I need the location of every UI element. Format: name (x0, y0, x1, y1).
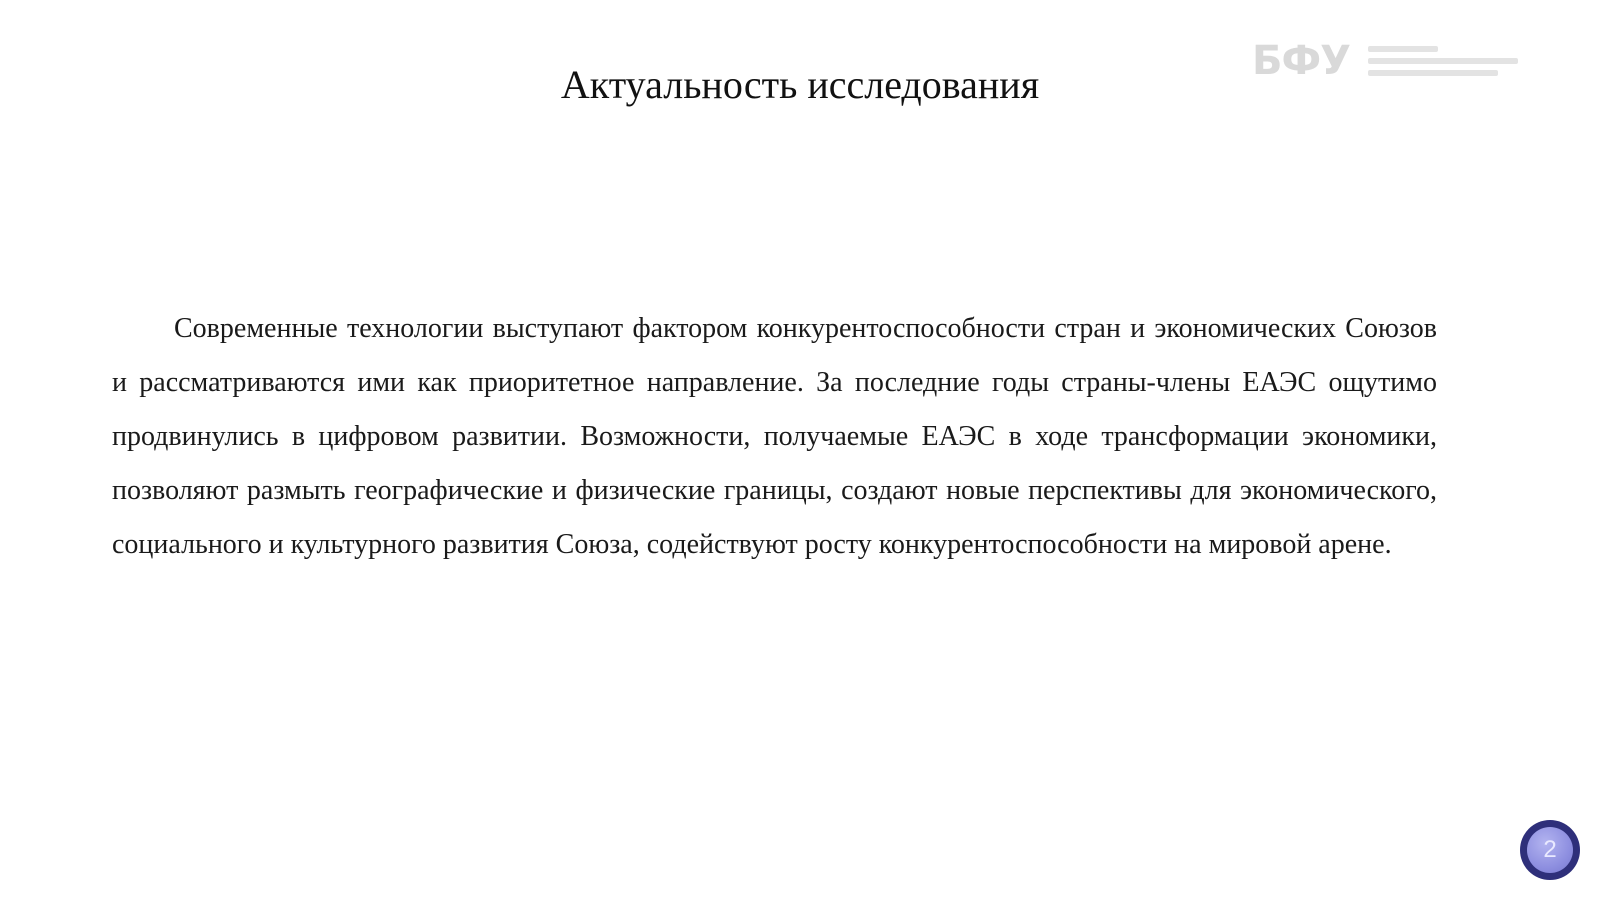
page-number-badge (1520, 820, 1580, 880)
slide-title: Актуальность исследования (560, 62, 1040, 107)
page-number: 2 (1527, 827, 1573, 873)
university-logo (1252, 38, 1532, 84)
logo-caption (1368, 46, 1518, 76)
logo-mark: БФУ (1252, 38, 1350, 84)
slide-body-text: Современные технологии выступают фактором конкурентоспособности стран и экономических Союзов и рассматриваются ими как приоритетное направление. За последние годы страны-члены ЕАЭС ощутимо продвинулись в цифровом развитии. Возможности, получаемые ЕАЭС в ходе трансформации экономики, позволяют размыть географические и физические границы, создают новые перспективы для экономического, социального и культурного развития Союза, содействуют росту конкурентоспособности на мировой арене. (112, 313, 1437, 560)
